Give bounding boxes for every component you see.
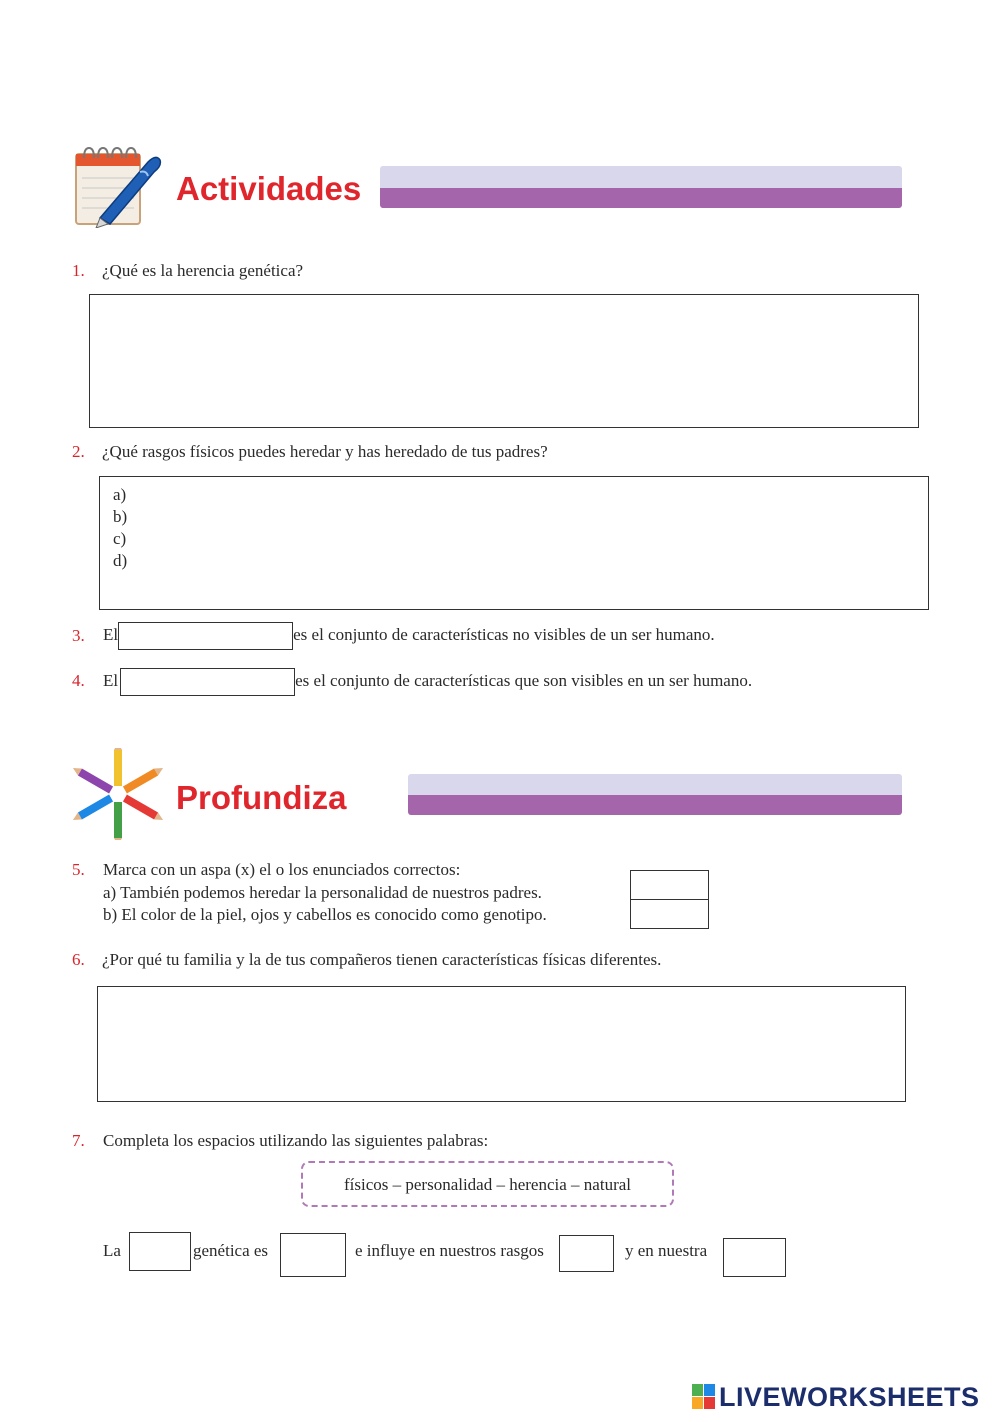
- blank-input[interactable]: [723, 1238, 786, 1277]
- fill-sentence: [103, 622, 715, 650]
- answer-textbox[interactable]: [89, 294, 919, 428]
- section-title-actividades: Actividades: [176, 170, 362, 207]
- statement-a: a) También podemos heredar la personalidad de nuestros padres.: [103, 883, 542, 902]
- blank-input[interactable]: [129, 1232, 191, 1271]
- fill-sentence: [103, 668, 752, 696]
- sentence-prefix: El: [103, 624, 119, 644]
- sentence-prefix: El: [103, 670, 119, 690]
- header-bar-dark: [408, 795, 902, 815]
- question-text: ¿Por qué tu familia y la de tus compañeros tienen características físicas diferentes.: [102, 950, 662, 969]
- question-text: ¿Qué es la herencia genética?: [102, 261, 304, 280]
- list-item: d): [113, 551, 128, 570]
- word-bank: [301, 1161, 674, 1207]
- question-text: Completa los espacios utilizando las siguientes palabras:: [103, 1131, 489, 1150]
- sentence-part: genética es: [193, 1241, 269, 1260]
- question-number: 1.: [72, 261, 85, 280]
- question-number: 5.: [72, 860, 85, 879]
- question-number: 7.: [72, 1131, 85, 1150]
- question-text: ¿Qué rasgos físicos puedes heredar y has heredado de tus padres?: [102, 442, 548, 461]
- list-item: a): [113, 485, 127, 504]
- blank-input[interactable]: [120, 668, 295, 696]
- checkbox-b[interactable]: [630, 899, 709, 929]
- notepad-pen-icon: [70, 140, 162, 228]
- blank-input[interactable]: [280, 1233, 346, 1277]
- answer-textbox[interactable]: [99, 476, 929, 610]
- section-title-profundiza: Profundiza: [176, 779, 347, 816]
- question-number: 2.: [72, 442, 85, 461]
- sentence-part: e influye en nuestros rasgos: [355, 1241, 544, 1260]
- question-text: Marca con un aspa (x) el o los enunciados correctos:: [103, 860, 461, 879]
- header-bar-light: [408, 774, 902, 795]
- answer-textbox[interactable]: [97, 986, 906, 1102]
- sentence-part: y en nuestra: [625, 1241, 708, 1260]
- blank-input[interactable]: [118, 622, 293, 650]
- checkbox-a[interactable]: [630, 870, 709, 900]
- question-number: 4.: [72, 671, 85, 690]
- question-number: 3.: [72, 626, 85, 645]
- statement-b: b) El color de la piel, ojos y cabellos es conocido como genotipo.: [103, 905, 547, 924]
- blank-input[interactable]: [559, 1235, 614, 1272]
- header-bar-dark: [380, 188, 902, 208]
- list-item: b): [113, 507, 128, 526]
- liveworksheets-logo: [692, 1384, 716, 1410]
- header-bar-light: [380, 166, 902, 188]
- sentence-suffix: es el conjunto de características no visibles de un ser humano.: [293, 624, 715, 644]
- sentence-suffix: es el conjunto de características que son visibles en un ser humano.: [295, 670, 753, 690]
- question-number: 6.: [72, 950, 85, 969]
- footer-brand[interactable]: LIVEWORKSHEETS: [719, 1382, 980, 1412]
- word-bank-words: físicos – personalidad – herencia – natural: [343, 1175, 631, 1194]
- colored-pencils-icon: [70, 748, 166, 840]
- sentence-part: La: [103, 1241, 121, 1260]
- list-item: c): [113, 529, 127, 548]
